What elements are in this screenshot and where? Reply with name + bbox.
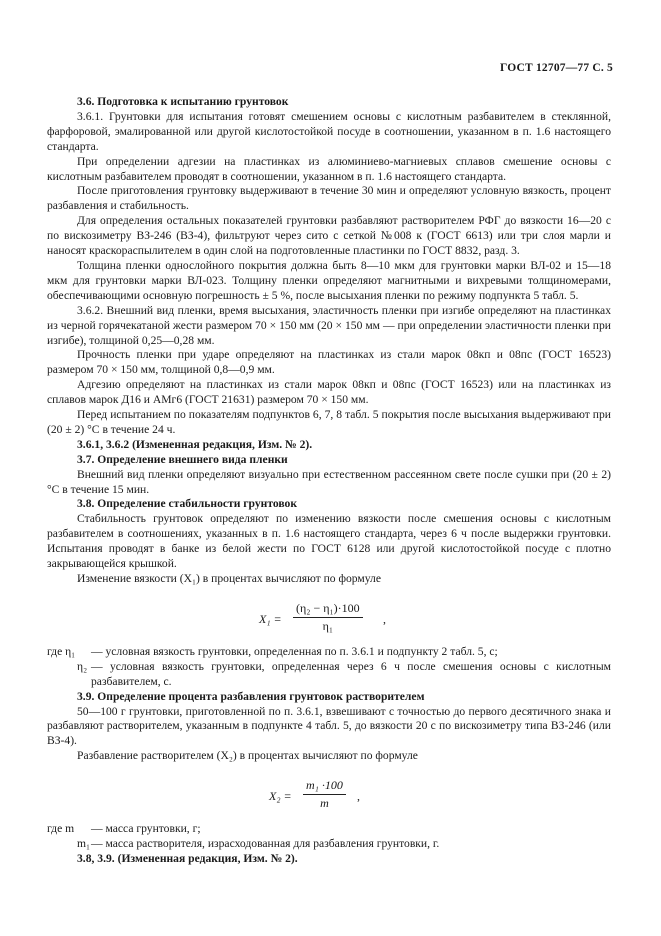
- definition-text: — масса грунтовки, г;: [91, 822, 201, 836]
- section-3-9-title: 3.9. Определение процента разбавления грунтовок растворителем: [77, 689, 425, 703]
- paragraph-3-7: Внешний вид пленки определяют визуально при естественном рассеянном свете после сушки при (20 ± 2) °С в течение 15 мин.: [47, 467, 611, 496]
- paragraph-adhesion-plates: Адгезию определяют на пластинках из стали марок 08кп и 08пс (ГОСТ 16523) или на пластинках из сплавов марок Д16 и АМг6 (ГОСТ 21631) размером 70 × 150 мм.: [47, 378, 611, 407]
- definition-text: — масса растворителя, израсходованная для разбавления грунтовки, г.: [91, 837, 440, 851]
- paragraph-3-6-1: 3.6.1. Грунтовки для испытания готовят смешением основы с кислотным разбавителем в стеклянной, фарфоровой, эмалированной или другой кислотостойкой посуде в соотношении, указанном в п. 1.6 настоящего стандарта.: [47, 109, 611, 153]
- formula-1-fraction: [293, 601, 363, 634]
- section-3-8-title: 3.8. Определение стабильности грунтовок: [77, 497, 298, 511]
- page-header: ГОСТ 12707—77 С. 5: [500, 62, 613, 74]
- section-3-6-title: 3.6. Подготовка к испытанию грунтовок: [77, 95, 289, 108]
- definition-text: — условная вязкость грунтовки, определенная по п. 3.6.1 и подпункту 2 табл. 5, с;: [91, 644, 498, 658]
- paragraph-impact: Прочность пленки при ударе определяют на пластинках из стали марок 08кп и 08пс (ГОСТ 16523) размером 70 × 150 мм, толщиной 0,8—0,9 мм.: [47, 348, 611, 377]
- paragraph-adhesion: При определении адгезии на пластинках из алюминиево-магниевых сплавов смешение основы с кислотным разбавителем проводят в соотношении, указанном в п. 1.6 настоящего стандарта.: [47, 154, 611, 183]
- paragraph-3-9: 50—100 г грунтовки, приготовленной по п. 3.6.1, взвешивают с точностью до первого десятичного знака и разбавляют растворителем, указанным в подпункте 4 табл. 5, до вязкости 20 с по вискозиметру типа ВЗ-246 (или ВЗ-4).: [47, 704, 611, 748]
- formula-2-comma: ,: [357, 789, 360, 804]
- formula-1-numerator: (η₂ − η₁)·100: [296, 600, 360, 615]
- formula-1-denominator: η₁: [322, 618, 334, 633]
- section-3-7-title: 3.7. Определение внешнего вида пленки: [77, 452, 288, 466]
- definition-text: — условная вязкость грунтовки, определенная через 6 ч после смешения основы с кислотным разбавителем, с.: [91, 659, 611, 688]
- paragraph-holding: После приготовления грунтовку выдерживают в течение 30 мин и определяют условную вязкость, процент разбавления и стабильность.: [47, 184, 611, 213]
- formula-1-comma: ,: [383, 611, 386, 626]
- definition-symbol: где m: [47, 822, 75, 836]
- formula-1-lhs: X₁ =: [259, 611, 282, 626]
- paragraph-conditioning: Перед испытанием по показателям подпунктов 6, 7, 8 табл. 5 покрытия после высыхания выдерживают при (20 ± 2) °С в течение 24 ч.: [47, 408, 611, 436]
- definition-eta2: [47, 660, 611, 690]
- document-body: [47, 95, 611, 867]
- revision-note-1: 3.6.1, 3.6.2 (Измененная редакция, Изм. № 2).: [77, 437, 313, 451]
- definition-symbol: где η₁: [47, 644, 76, 658]
- definition-eta1: [47, 645, 611, 660]
- definition-symbol: η₂: [77, 659, 88, 673]
- definition-symbol: m₁: [77, 837, 91, 851]
- formula-dilution: [47, 774, 611, 820]
- paragraph-dilution: Для определения остальных показателей грунтовки разбавляют растворителем РФГ до вязкости 16—20 с по вискозиметру ВЗ-246 (ВЗ-4), фильтруют через сито с сеткой №008 к (ГОСТ 6613) или три слоя марли и наносят краскораспылителем в один слой на подготовленные пластинки по ГОСТ 8832, разд. 3.: [47, 214, 611, 258]
- formula-2-denominator: m: [320, 796, 329, 811]
- definition-m1: [47, 837, 611, 852]
- definitions-1: [47, 645, 611, 690]
- paragraph-formula-intro-2: Разбавление растворителем (X₂) в процентах вычисляют по формуле: [77, 749, 418, 763]
- paragraph-3-8: Стабильность грунтовок определяют по изменению вязкости после смешения основы с кислотным разбавителем в соотношениях, указанных в п. 1.6 настоящего стандарта, через 6 ч после выдержки грунтовки. Испытания проводят в банке из белой жести по ГОСТ 6128 или другой кислотостойкой посуде с плотно закрывающейся крышкой.: [47, 512, 611, 571]
- formula-2-fraction: [303, 778, 346, 811]
- revision-note-2: 3.8, 3.9. (Измененная редакция, Изм. № 2).: [77, 851, 298, 865]
- definitions-2: [47, 822, 611, 852]
- paragraph-3-6-2: 3.6.2. Внешний вид пленки, время высыхания, эластичность пленки при изгибе определяют на пластинках из черной горячекатаной жести размером 70 × 150 мм (20 × 150 мм — при определении эластичности пленки при изгибе), толщиной 0,25—0,28 мм.: [47, 303, 611, 347]
- formula-viscosity: [47, 597, 611, 643]
- paragraph-thickness: Толщина пленки однослойного покрытия должна быть 8—10 мкм для грунтовки марки ВЛ-02 и 15—18 мкм для грунтовки марки ВЛ-023. Толщину пленки определяют магнитными и вихревыми толщиномерами, обеспечивающими основную погрешность ± 5 %, после высыхания пленки по режиму подпункта 5 табл. 5.: [47, 258, 611, 302]
- formula-2-numerator: m₁ ·100: [306, 778, 343, 793]
- formula-2-lhs: X₂ =: [269, 789, 292, 804]
- definition-m: [47, 822, 611, 837]
- paragraph-formula-intro-1: Изменение вязкости (X₁) в процентах вычисляют по формуле: [77, 572, 381, 585]
